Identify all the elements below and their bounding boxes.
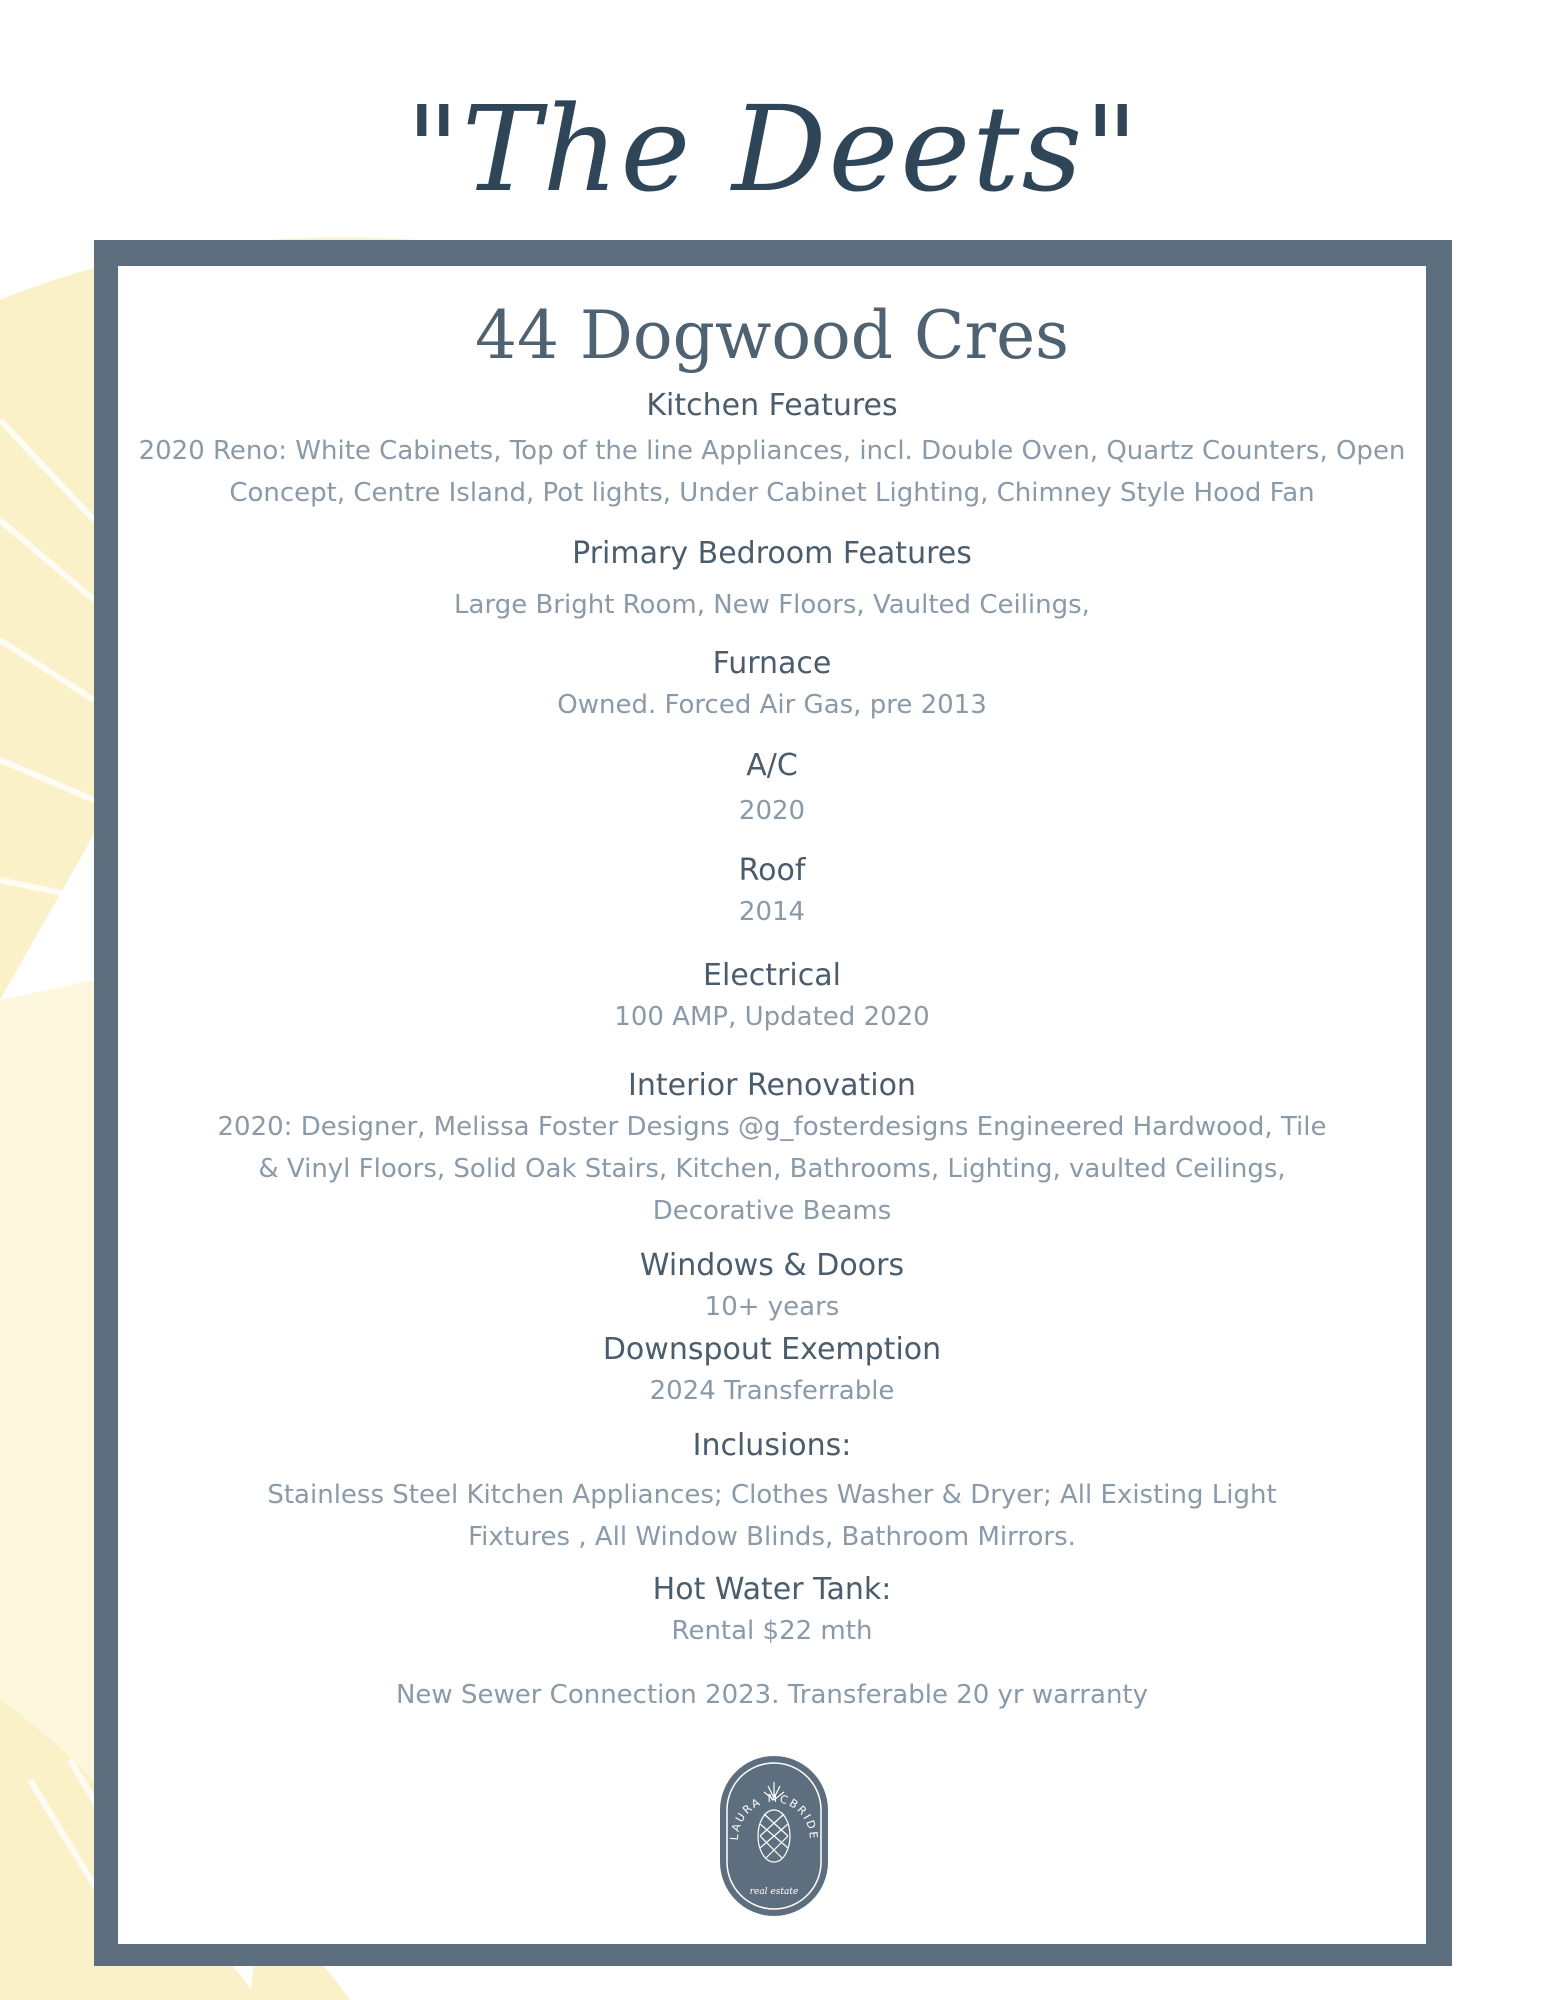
section-inclusions bbox=[118, 1426, 1426, 1558]
section-heading: Roof bbox=[738, 853, 806, 888]
section-heading: Inclusions: bbox=[692, 1428, 852, 1463]
section-text: 2024 Transferrable bbox=[649, 1376, 895, 1406]
section-kitchen-features bbox=[118, 386, 1426, 514]
section-text: 2020 bbox=[738, 796, 806, 826]
footer-note: New Sewer Connection 2023. Transferable 20 yr warranty bbox=[395, 1680, 1149, 1710]
section-text: Decorative Beams bbox=[652, 1196, 892, 1226]
section-text: Large Bright Room, New Floors, Vaulted Ceilings, bbox=[454, 590, 1090, 620]
content-card bbox=[118, 266, 1426, 1944]
section-text: Concept, Centre Island, Pot lights, Under Cabinet Lighting, Chimney Style Hood Fan bbox=[229, 478, 1315, 508]
section-primary-bedroom bbox=[118, 534, 1426, 626]
property-address: 44 Dogwood Cres bbox=[474, 297, 1070, 374]
section-heading: Hot Water Tank: bbox=[652, 1572, 892, 1607]
section-interior-renovation bbox=[118, 1066, 1426, 1232]
section-roof bbox=[118, 851, 1426, 933]
section-text: 10+ years bbox=[704, 1292, 840, 1322]
section-downspout-exemption bbox=[118, 1330, 1426, 1412]
script-title bbox=[0, 40, 1546, 240]
section-text: Stainless Steel Kitchen Appliances; Clothes Washer & Dryer; All Existing Light bbox=[267, 1480, 1277, 1510]
section-heading: Windows & Doors bbox=[639, 1248, 905, 1283]
section-windows-doors bbox=[118, 1246, 1426, 1328]
section-heading: Primary Bedroom Features bbox=[572, 536, 972, 571]
section-heading: Interior Renovation bbox=[628, 1068, 916, 1103]
section-text: Rental $22 mth bbox=[671, 1616, 873, 1646]
section-hot-water-tank bbox=[118, 1570, 1426, 1652]
section-text: 100 AMP, Updated 2020 bbox=[614, 1002, 930, 1032]
laura-mcbride-logo bbox=[718, 1754, 830, 1918]
section-text: 2014 bbox=[738, 897, 806, 927]
svg-text:LAURA MCBRIDE: LAURA MCBRIDE bbox=[727, 1791, 821, 1841]
section-heading: A/C bbox=[746, 748, 798, 783]
section-heading: Downspout Exemption bbox=[602, 1332, 942, 1367]
content-frame bbox=[94, 240, 1452, 1966]
section-heading: Furnace bbox=[712, 646, 832, 681]
svg-text:real estate: real estate bbox=[749, 1887, 799, 1897]
section-heading: Kitchen Features bbox=[646, 388, 898, 423]
section-text: Fixtures , All Window Blinds, Bathroom Mirrors. bbox=[468, 1522, 1076, 1552]
section-heading: Electrical bbox=[703, 958, 841, 993]
section-text: & Vinyl Floors, Solid Oak Stairs, Kitchen, Bathrooms, Lighting, vaulted Ceilings, bbox=[258, 1154, 1286, 1184]
section-electrical bbox=[118, 956, 1426, 1038]
section-text: Owned. Forced Air Gas, pre 2013 bbox=[557, 690, 987, 720]
section-furnace bbox=[118, 644, 1426, 726]
section-text: 2020 Reno: White Cabinets, Top of the line Appliances, incl. Double Oven, Quartz Counters, Open bbox=[138, 436, 1406, 466]
svg-text:"The Deets": "The Deets" bbox=[405, 80, 1141, 218]
section-text: 2020: Designer, Melissa Foster Designs @g_fosterdesigns Engineered Hardwood, Tile bbox=[217, 1112, 1327, 1142]
section-ac bbox=[118, 746, 1426, 832]
